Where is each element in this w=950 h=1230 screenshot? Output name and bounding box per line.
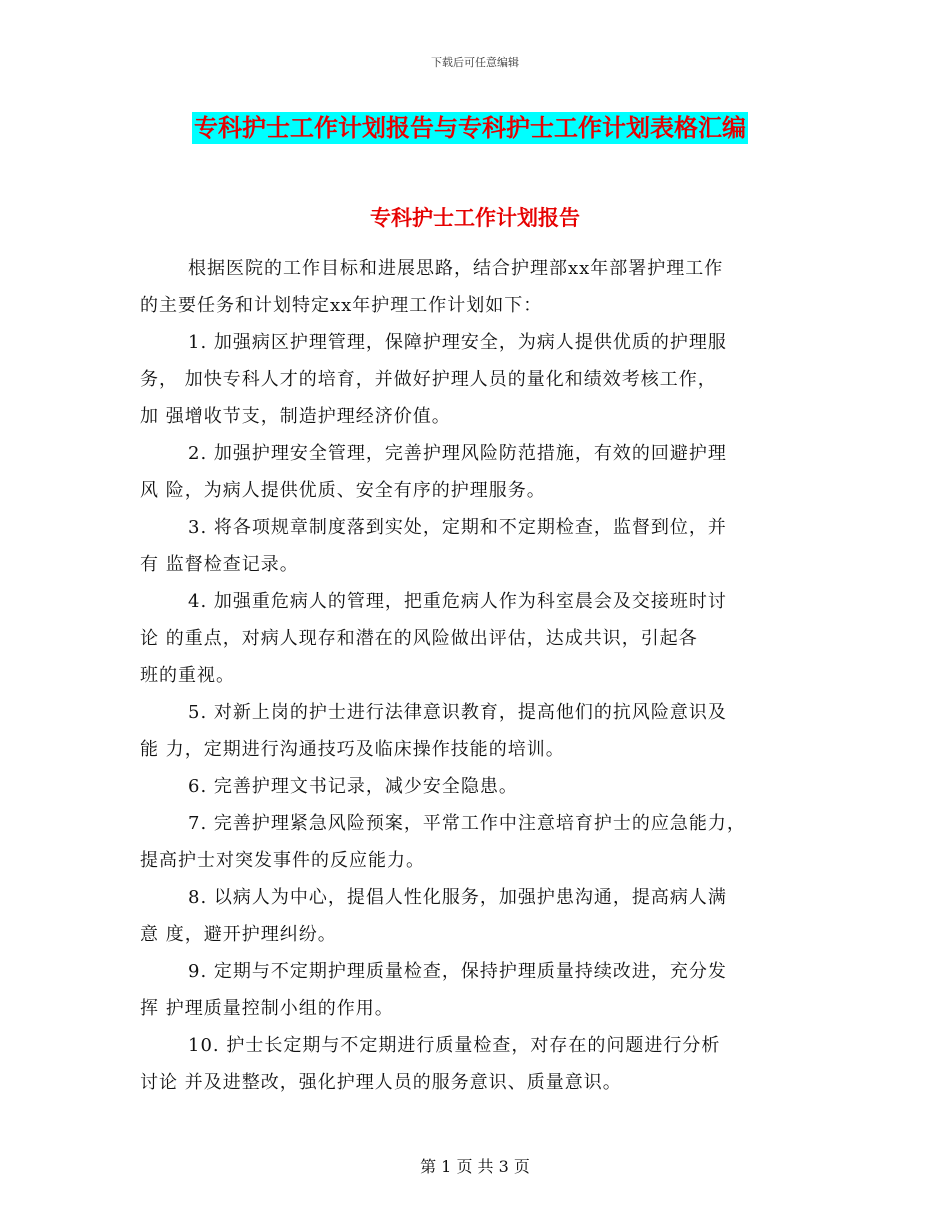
paragraph xyxy=(140,324,810,435)
paragraph xyxy=(140,509,810,583)
document-title: 专科护士工作计划报告与专科护士工作计划表格汇编 xyxy=(194,114,746,142)
paragraph xyxy=(140,768,810,805)
paragraph-line: 挥 护理质量控制小组的作用。 xyxy=(140,998,394,1019)
document-body xyxy=(140,250,810,1101)
paragraph-line: 意 度，避开护理纠纷。 xyxy=(140,924,337,945)
paragraph xyxy=(140,953,810,1027)
paragraph-line: 7. 完善护理紧急风险预案，平常工作中注意培育护士的应急能力， xyxy=(188,813,746,834)
paragraph-line: 班的重视。 xyxy=(140,665,235,686)
paragraph-line: 能 力，定期进行沟通技巧及临床操作技能的培训。 xyxy=(140,739,565,760)
paragraph-line: 有 监督检查记录。 xyxy=(140,554,299,575)
paragraph-line: 6. 完善护理文书记录，减少安全隐患。 xyxy=(188,776,518,797)
paragraph xyxy=(140,1027,810,1101)
paragraph-line: 2. 加强护理安全管理，完善护理风险防范措施，有效的回避护理 xyxy=(188,443,727,464)
paragraph-line: 风 险，为病人提供优质、安全有序的护理服务。 xyxy=(140,480,546,501)
paragraph-line: 8. 以病人为中心，提倡人性化服务，加强护患沟通，提高病人满 xyxy=(188,887,727,908)
paragraph xyxy=(140,694,810,768)
paragraph xyxy=(140,583,810,694)
paragraph-line: 9. 定期与不定期护理质量检查，保持护理质量持续改进，充分发 xyxy=(188,961,727,982)
paragraph-line: 3. 将各项规章制度落到实处，定期和不定期检查，监督到位，并 xyxy=(188,517,727,538)
page-number: 第 1 页 共 3 页 xyxy=(420,1157,530,1176)
paragraph-line: 务， 加快专科人才的培育，并做好护理人员的量化和绩效考核工作， xyxy=(140,369,717,390)
paragraph xyxy=(140,879,810,953)
paragraph xyxy=(140,805,810,879)
paragraph xyxy=(140,250,810,324)
header-note: 下载后可任意编辑 xyxy=(431,56,519,69)
paragraph-line: 根据医院的工作目标和进展思路，结合护理部xx年部署护理工作 xyxy=(188,258,724,279)
paragraph-line: 的主要任务和计划特定xx年护理工作计划如下： xyxy=(140,295,543,316)
section-title: 专科护士工作计划报告 xyxy=(370,206,580,230)
paragraph-line: 5. 对新上岗的护士进行法律意识教育，提高他们的抗风险意识及 xyxy=(188,702,727,723)
paragraph xyxy=(140,435,810,509)
paragraph-line: 论 的重点，对病人现存和潜在的风险做出评估，达成共识，引起各 xyxy=(140,628,698,649)
paragraph-line: 提高护士对突发事件的反应能力。 xyxy=(140,850,425,871)
paragraph-line: 讨论 并及进整改，强化护理人员的服务意识、质量意识。 xyxy=(140,1072,622,1093)
paragraph-line: 10. 护士长定期与不定期进行质量检查，对存在的问题进行分析 xyxy=(188,1035,721,1056)
paragraph-line: 加 强增收节支，制造护理经济价值。 xyxy=(140,406,451,427)
paragraph-line: 1. 加强病区护理管理，保障护理安全，为病人提供优质的护理服 xyxy=(188,332,727,353)
paragraph-line: 4. 加强重危病人的管理，把重危病人作为科室晨会及交接班时讨 xyxy=(188,591,727,612)
